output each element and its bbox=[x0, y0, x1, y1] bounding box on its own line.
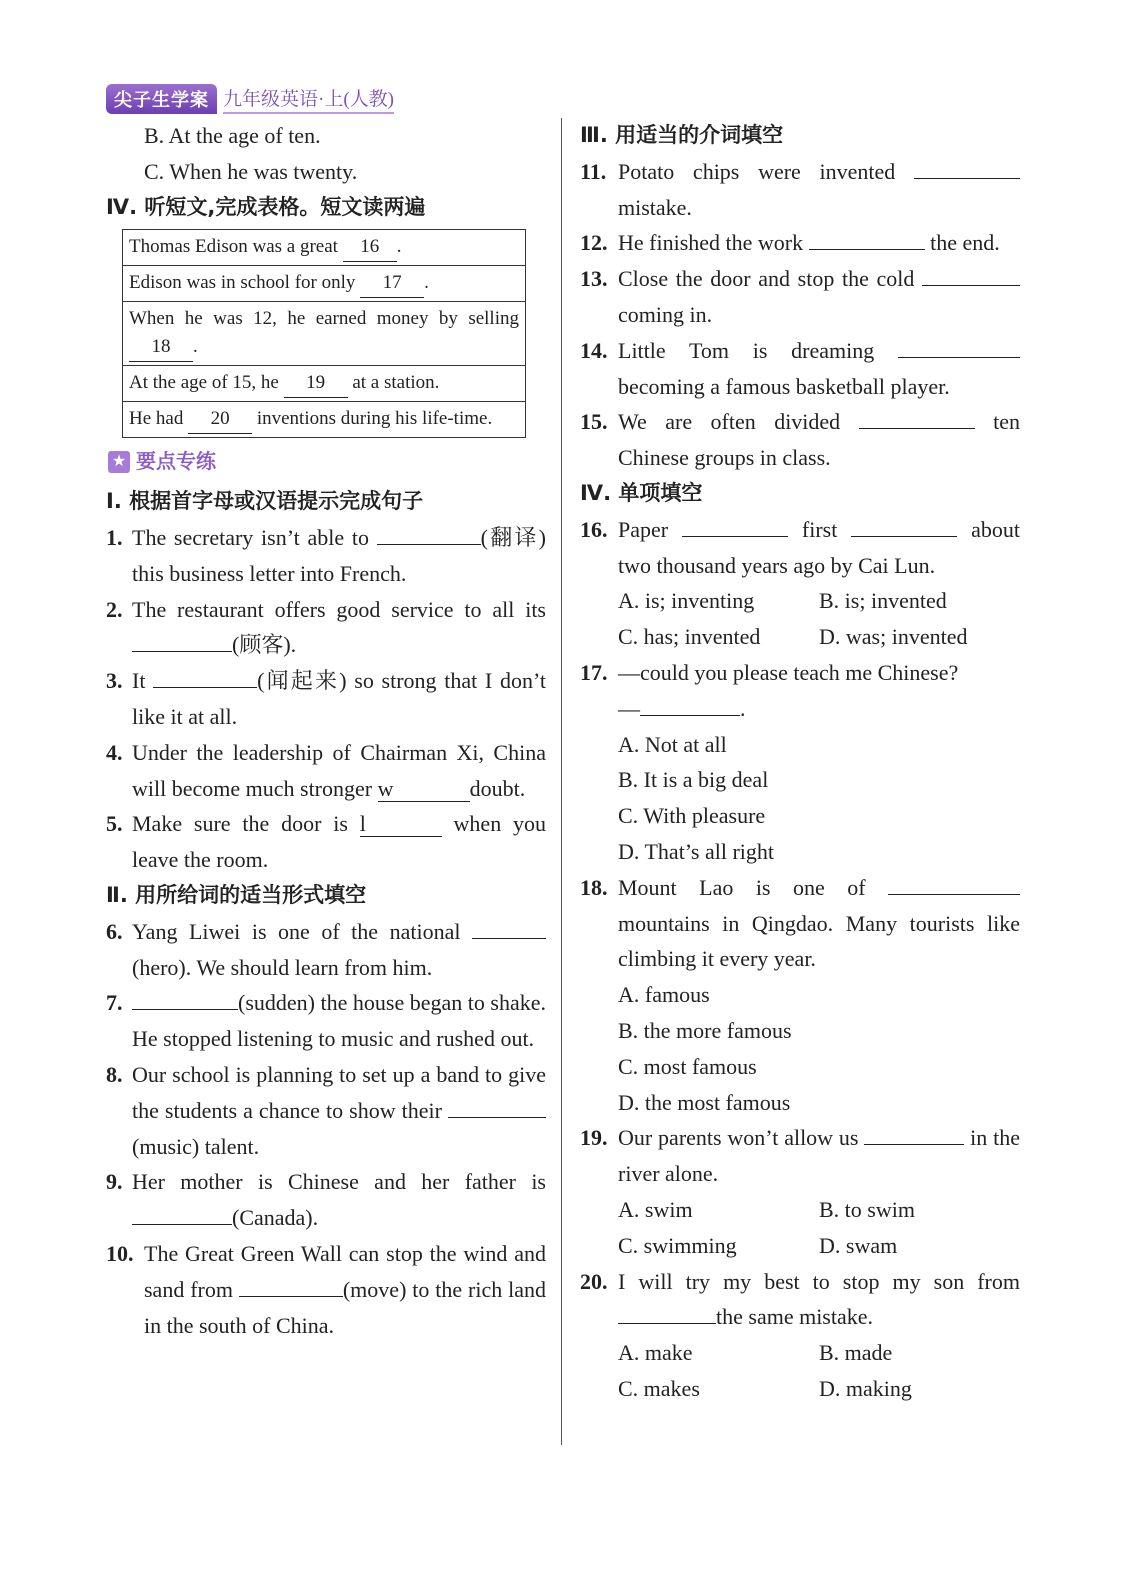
row-text: He had bbox=[129, 408, 189, 430]
question-12: 12. He finished the work the end. bbox=[580, 225, 1020, 261]
question-10: 10. The Great Green Wall can stop the wind and sand from (move) to the rich land in the south of China. bbox=[106, 1240, 546, 1338]
table-row bbox=[123, 302, 526, 366]
answer-blank[interactable] bbox=[472, 916, 546, 939]
question-8: 8. Our school is planning to set up a band to give the students a chance to show their (music) talent. bbox=[106, 1061, 546, 1159]
option[interactable]: A. make bbox=[618, 1340, 693, 1366]
answer-blank[interactable] bbox=[914, 156, 1020, 179]
answer-blank[interactable]: l bbox=[360, 812, 442, 837]
question-7: 7. (sudden) the house began to shake. He stopped listening to music and rushed out. bbox=[106, 985, 546, 1057]
option[interactable]: D. That’s all right bbox=[618, 838, 775, 864]
answer-blank[interactable]: 19 bbox=[284, 369, 348, 398]
right-column bbox=[580, 118, 1020, 1407]
answer-blank[interactable] bbox=[153, 665, 257, 688]
question-18: 18. Mount Lao is one of mountains in Qingdao. Many tourists like climbing it every year. bbox=[580, 870, 1020, 977]
option[interactable]: B. the more famous bbox=[618, 1017, 792, 1043]
option[interactable]: A. swim bbox=[618, 1196, 693, 1222]
option[interactable]: A. famous bbox=[618, 982, 710, 1008]
answer-blank[interactable] bbox=[922, 263, 1020, 286]
option[interactable]: B. is; invented bbox=[819, 588, 947, 614]
table-row bbox=[123, 266, 526, 302]
question-1: 1. The secretary isn’t able to (翻译) this business letter into French. bbox=[106, 520, 546, 592]
row-text: . bbox=[424, 272, 429, 294]
key-practice-badge bbox=[108, 444, 546, 480]
option[interactable]: B. made bbox=[819, 1340, 893, 1366]
answer-blank[interactable] bbox=[132, 629, 232, 652]
option[interactable]: D. swam bbox=[819, 1232, 898, 1258]
question-20: 20. I will try my best to stop my son from the same mistake. bbox=[580, 1268, 1020, 1330]
row-text: Edison was in school for only bbox=[129, 272, 361, 294]
answer-blank[interactable] bbox=[898, 335, 1020, 358]
star-icon: ★ bbox=[108, 451, 130, 473]
question-13: 13. Close the door and stop the cold coming in. bbox=[580, 261, 1020, 333]
answer-blank[interactable]: 20 bbox=[188, 405, 252, 434]
question-11: 11. Potato chips were invented mistake. bbox=[580, 154, 1020, 226]
answer-blank[interactable] bbox=[618, 1301, 716, 1324]
options-row bbox=[580, 583, 1020, 619]
badge-label: 要点专练 bbox=[136, 449, 216, 474]
answer-blank[interactable] bbox=[377, 522, 481, 545]
option[interactable]: A. is; inventing bbox=[618, 588, 755, 614]
answer-blank[interactable] bbox=[888, 872, 1020, 895]
question-19: 19. Our parents won’t allow us in the river alone. bbox=[580, 1120, 1020, 1192]
answer-blank[interactable]: 17 bbox=[360, 269, 424, 298]
question-15: 15. We are often divided ten Chinese groups in class. bbox=[580, 404, 1020, 476]
answer-blank[interactable]: 18 bbox=[129, 333, 193, 362]
section-heading-i: Ⅰ. 根据首字母或汉语提示完成句子 bbox=[106, 489, 424, 514]
section-heading-listening: Ⅳ. 听短文,完成表格。短文读两遍 bbox=[106, 194, 426, 219]
answer-blank[interactable] bbox=[132, 987, 238, 1010]
row-text: . bbox=[396, 236, 402, 258]
question-5: 5. Make sure the door is l when you leave the room. bbox=[106, 811, 547, 873]
question-3: 3. It (闻起来) so strong that I don’t like it at all. bbox=[106, 663, 546, 735]
option[interactable]: D. making bbox=[819, 1375, 912, 1401]
listening-table bbox=[122, 229, 526, 438]
question-9: 9. Her mother is Chinese and her father is (Canada). bbox=[106, 1169, 546, 1231]
option[interactable]: D. the most famous bbox=[618, 1089, 791, 1115]
answer-blank[interactable] bbox=[859, 406, 975, 429]
row-text: Thomas Edison was a great bbox=[129, 236, 343, 258]
answer-blank[interactable] bbox=[864, 1122, 964, 1145]
option[interactable]: D. was; invented bbox=[819, 624, 968, 650]
answer-blank[interactable] bbox=[640, 693, 740, 716]
answer-blank[interactable] bbox=[851, 514, 957, 537]
answer-blank[interactable] bbox=[682, 514, 788, 537]
row-text: at a station. bbox=[347, 372, 440, 394]
question-2: 2. The restaurant offers good service to all its (顾客). bbox=[106, 596, 546, 658]
column-divider bbox=[561, 118, 562, 1445]
table-row bbox=[123, 402, 526, 438]
row-text: . bbox=[193, 336, 198, 358]
answer-blank[interactable] bbox=[809, 227, 925, 250]
option[interactable]: B. It is a big deal bbox=[618, 767, 769, 793]
option[interactable]: C. has; invented bbox=[618, 624, 761, 650]
question-4: 4. Under the leadership of Chairman Xi, China will become much stronger w doubt. bbox=[106, 739, 546, 801]
section-heading-iv: Ⅳ. 单项填空 bbox=[580, 480, 703, 505]
option-b: B. At the age of ten. bbox=[144, 123, 321, 148]
book-subtitle: 九年级英语·上(人教) bbox=[223, 84, 394, 114]
options-row bbox=[580, 1335, 1020, 1371]
book-logo: 尖子生学案 bbox=[106, 84, 217, 114]
row-text: At the age of 15, he bbox=[129, 372, 284, 394]
section-heading-ii: Ⅱ. 用所给词的适当形式填空 bbox=[106, 882, 367, 907]
left-column bbox=[106, 118, 546, 1343]
option[interactable]: B. to swim bbox=[819, 1196, 915, 1222]
options-row bbox=[580, 1192, 1020, 1228]
row-text: inventions during his life-time. bbox=[252, 408, 493, 430]
table-row bbox=[123, 230, 526, 266]
option[interactable]: A. Not at all bbox=[618, 731, 727, 757]
answer-blank[interactable] bbox=[132, 1202, 232, 1225]
row-text: When he was 12, he earned money by selling bbox=[129, 308, 519, 330]
answer-blank[interactable]: 16 bbox=[343, 233, 397, 262]
option-c: C. When he was twenty. bbox=[144, 158, 358, 184]
option[interactable]: C. most famous bbox=[618, 1053, 757, 1079]
options-row bbox=[580, 1228, 1020, 1264]
section-heading-iii: Ⅲ. 用适当的介词填空 bbox=[580, 123, 784, 147]
answer-blank[interactable] bbox=[239, 1274, 343, 1297]
answer-blank[interactable]: w bbox=[378, 777, 470, 802]
table-row bbox=[123, 366, 526, 402]
option[interactable]: C. With pleasure bbox=[618, 803, 766, 829]
options-row bbox=[580, 619, 1020, 655]
question-6: 6. Yang Liwei is one of the national (hero). We should learn from him. bbox=[106, 914, 546, 986]
answer-blank[interactable] bbox=[448, 1095, 546, 1118]
option[interactable]: C. makes bbox=[618, 1375, 700, 1401]
question-16: 16. Paper first about two thousand years ago by Cai Lun. bbox=[580, 512, 1020, 584]
question-14: 14. Little Tom is dreaming becoming a famous basketball player. bbox=[580, 333, 1020, 405]
option[interactable]: C. swimming bbox=[618, 1232, 737, 1258]
options-row bbox=[580, 1371, 1020, 1407]
question-17: 17. —could you please teach me Chinese? — . bbox=[580, 659, 959, 721]
page-header bbox=[106, 84, 394, 114]
